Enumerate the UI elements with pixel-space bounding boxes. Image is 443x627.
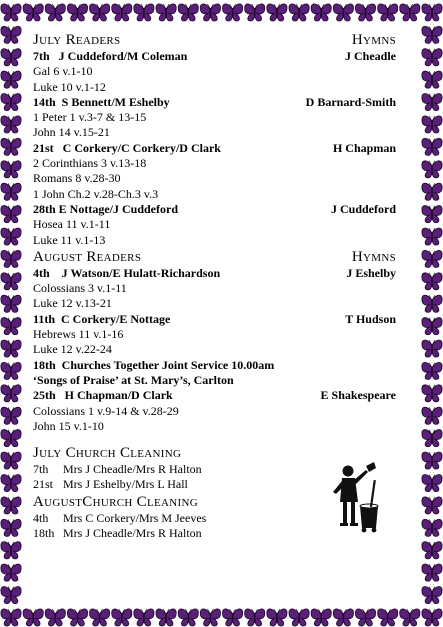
- butterfly-icon: [355, 4, 375, 21]
- butterfly-icon: [422, 452, 442, 469]
- butterfly-icon: [1, 318, 21, 335]
- butterfly-icon: [422, 116, 442, 133]
- butterfly-icon: [1, 273, 21, 290]
- butterfly-icon: [156, 609, 176, 626]
- butterfly-icon: [67, 609, 87, 626]
- butterfly-icon: [378, 4, 398, 21]
- reading: Luke 12 v.22-24: [33, 342, 112, 357]
- reading: John 15 v.1-10: [33, 418, 104, 433]
- butterfly-icon: [156, 4, 176, 21]
- butterfly-icon: [45, 609, 65, 626]
- butterfly-icon: [1, 362, 21, 379]
- butterfly-icon: [422, 295, 442, 312]
- butterfly-icon: [333, 4, 353, 21]
- butterfly-icon: [90, 4, 110, 21]
- butterfly-icon: [245, 609, 265, 626]
- cleaning-names: Mrs J Eshelby/Mrs L Hall: [63, 477, 188, 492]
- butterfly-icon: [223, 609, 243, 626]
- butterfly-icon: [422, 318, 442, 335]
- cleaning-names: Mrs J Cheadle/Mrs R Halton: [63, 462, 202, 477]
- cleaning-names: Mrs C Corkery/Mrs M Jeeves: [63, 510, 207, 525]
- reading: Gal 6 v.1-10: [33, 64, 93, 79]
- butterfly-icon: [1, 519, 21, 536]
- butterfly-icon: [23, 4, 43, 21]
- week-date: 28th: [33, 201, 56, 216]
- week-date: 4th: [33, 265, 50, 280]
- butterfly-icon: [223, 4, 243, 21]
- week-hymns: E Shakespeare: [320, 388, 396, 403]
- butterfly-icon: [422, 138, 442, 155]
- july-hymns-heading: Hymns: [351, 32, 396, 48]
- cleaning-date: 18th: [33, 526, 55, 541]
- week-readers: J Watson/E Hulatt-Richardson: [61, 265, 221, 280]
- butterfly-icon: [1, 340, 21, 357]
- butterfly-icon: [422, 564, 442, 581]
- butterfly-icon: [45, 4, 65, 21]
- butterfly-icon: [422, 362, 442, 379]
- july-readers-heading: July Readers: [33, 32, 121, 48]
- reading: Romans 8 v.28-30: [33, 171, 121, 186]
- butterfly-icon: [422, 228, 442, 245]
- august-cleaning-heading: AugustChurch Cleaning: [33, 493, 198, 510]
- butterfly-icon: [422, 206, 442, 223]
- week-date: 18th: [33, 357, 56, 372]
- week-readers: C Corkery/E Nottage: [61, 311, 171, 326]
- butterfly-icon: [112, 4, 132, 21]
- butterfly-icon: [134, 4, 154, 21]
- butterfly-icon: [1, 228, 21, 245]
- butterfly-icon: [422, 519, 442, 536]
- butterfly-icon: [1, 497, 21, 514]
- butterfly-icon: [90, 609, 110, 626]
- butterfly-icon: [289, 4, 309, 21]
- reading: 2 Corinthians 3 v.13-18: [33, 156, 147, 171]
- butterfly-icon: [1, 407, 21, 424]
- butterfly-icon: [422, 250, 442, 267]
- butterfly-icon: [1, 452, 21, 469]
- butterfly-icon: [1, 564, 21, 581]
- week-hymns: T Hudson: [345, 311, 396, 326]
- butterfly-icon: [1, 116, 21, 133]
- butterfly-icon: [422, 609, 442, 626]
- butterfly-icon: [422, 71, 442, 88]
- week-date: 21st: [33, 140, 54, 155]
- butterfly-icon: [1, 474, 21, 491]
- butterfly-icon: [267, 4, 287, 21]
- butterfly-icon: [378, 609, 398, 626]
- week-row: [33, 141, 396, 156]
- reading: Colossians 1 v.9-14 & v.28-29: [33, 403, 179, 418]
- butterfly-icon: [1, 93, 21, 110]
- reading: Luke 11 v.1-13: [33, 232, 106, 247]
- butterfly-icon: [1, 49, 21, 66]
- reading: Hosea 11 v.1-11: [33, 217, 111, 232]
- cleaning-date: 21st: [33, 477, 54, 492]
- week-row: [33, 202, 396, 217]
- butterfly-icon: [67, 4, 87, 21]
- butterfly-icon: [422, 4, 442, 21]
- butterfly-icon: [1, 161, 21, 178]
- butterfly-icon: [333, 609, 353, 626]
- week-hymns: J Eshelby: [346, 265, 396, 280]
- cleaner-clipart-icon: [322, 462, 382, 534]
- butterfly-icon: [1, 138, 21, 155]
- august-header-row: [33, 248, 396, 266]
- butterfly-icon: [1, 295, 21, 312]
- august-hymns-heading: Hymns: [351, 248, 396, 265]
- butterfly-icon: [134, 609, 154, 626]
- butterfly-icon: [1, 385, 21, 402]
- week-hymns: H Chapman: [332, 140, 396, 155]
- butterfly-icon: [355, 609, 375, 626]
- butterfly-icon: [422, 273, 442, 290]
- butterfly-icon: [112, 609, 132, 626]
- week-date: 25th: [33, 388, 56, 403]
- butterfly-icon: [178, 609, 198, 626]
- reading: Luke 10 v.1-12: [33, 79, 106, 94]
- special-service-row: [33, 358, 396, 373]
- butterfly-icon: [200, 4, 220, 21]
- butterfly-icon: [1, 430, 21, 447]
- week-date: 14th: [33, 94, 56, 109]
- week-hymns: J Cuddeford: [330, 201, 396, 216]
- butterfly-icon: [422, 542, 442, 559]
- special-service-subtitle: ‘Songs of Praise’ at St. Mary’s, Carlton: [33, 372, 234, 387]
- butterfly-icon: [1, 250, 21, 267]
- butterfly-icon: [422, 385, 442, 402]
- week-date: 7th: [33, 49, 50, 63]
- reading: Luke 12 v.13-21: [33, 296, 112, 311]
- special-service-title: Churches Together Joint Service 10.00am: [61, 357, 275, 372]
- butterfly-icon: [1, 206, 21, 223]
- reading: 1 John Ch.2 v.28-Ch.3 v.3: [33, 186, 159, 201]
- butterfly-icon: [422, 474, 442, 491]
- butterfly-icon: [422, 497, 442, 514]
- reading: 1 Peter 1 v.3-7 & 13-15: [33, 110, 147, 125]
- butterfly-icon: [1, 609, 21, 626]
- butterfly-icon: [422, 161, 442, 178]
- week-row: [33, 388, 396, 403]
- butterfly-icon: [267, 609, 287, 626]
- butterfly-icon: [422, 26, 442, 43]
- week-readers: H Chapman/D Clark: [64, 388, 173, 403]
- cleaning-names: Mrs J Cheadle/Mrs R Halton: [63, 526, 202, 541]
- butterfly-icon: [245, 4, 265, 21]
- butterfly-icon: [311, 4, 331, 21]
- july-header-row: [33, 31, 396, 49]
- butterfly-icon: [23, 609, 43, 626]
- reading: John 14 v.15-21: [33, 125, 110, 140]
- butterfly-icon: [200, 609, 220, 626]
- week-hymns: D Barnard-Smith: [305, 94, 396, 109]
- butterfly-icon: [400, 609, 420, 626]
- butterfly-icon: [400, 4, 420, 21]
- butterfly-icon: [422, 430, 442, 447]
- butterfly-icon: [422, 340, 442, 357]
- butterfly-icon: [1, 586, 21, 603]
- august-readers-heading: August Readers: [33, 248, 142, 265]
- cleaning-date: 4th: [33, 510, 49, 525]
- butterfly-icon: [1, 183, 21, 200]
- week-readers: S Bennett/M Eshelby: [61, 94, 170, 109]
- week-hymns: J Cheadle: [345, 49, 396, 63]
- butterfly-icon: [422, 93, 442, 110]
- week-readers: J Cuddeford/M Coleman: [58, 49, 188, 63]
- butterfly-icon: [178, 4, 198, 21]
- butterfly-icon: [311, 609, 331, 626]
- butterfly-icon: [289, 609, 309, 626]
- week-row: [33, 95, 396, 110]
- butterfly-icon: [422, 407, 442, 424]
- july-cleaning-heading-row: [33, 444, 396, 462]
- reading: Colossians 3 v.1-11: [33, 281, 127, 296]
- week-row: [33, 312, 396, 327]
- july-cleaning-heading: July Church Cleaning: [33, 445, 182, 462]
- cleaning-date: 7th: [33, 462, 49, 477]
- week-date: 11th: [33, 311, 56, 326]
- butterfly-icon: [1, 26, 21, 43]
- butterfly-icon: [1, 71, 21, 88]
- week-readers: C Corkery/C Corkery/D Clark: [62, 140, 221, 155]
- butterfly-icon: [422, 183, 442, 200]
- butterfly-icon: [1, 4, 21, 21]
- reading: Hebrews 11 v.1-16: [33, 327, 124, 342]
- butterfly-icon: [422, 49, 442, 66]
- week-row: [33, 49, 396, 64]
- week-row: [33, 266, 396, 281]
- butterfly-icon: [1, 542, 21, 559]
- butterfly-icon: [422, 586, 442, 603]
- week-readers: E Nottage/J Cuddeford: [58, 201, 179, 216]
